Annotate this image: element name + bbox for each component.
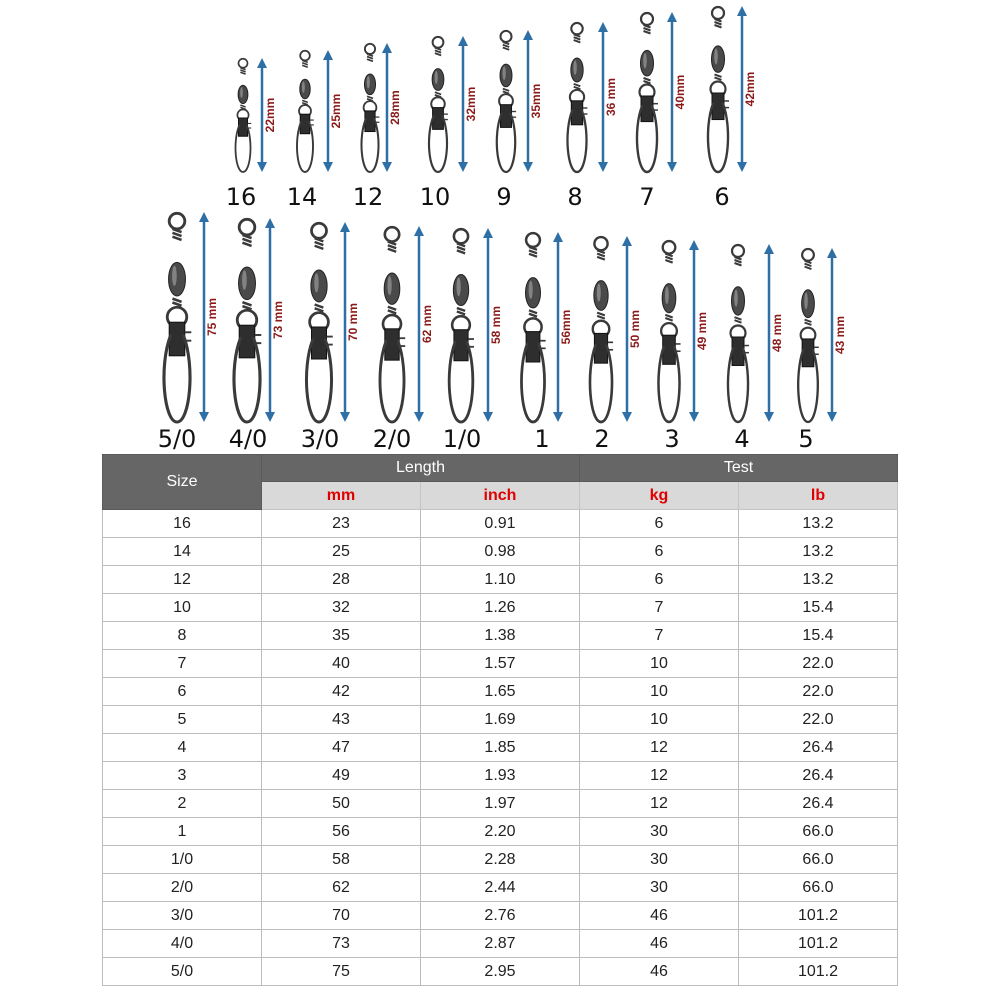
unit-kg-header: kg xyxy=(580,482,739,510)
cell-kg: 6 xyxy=(580,566,739,594)
swivel-size-label: 10 xyxy=(419,183,451,211)
cell-lb: 13.2 xyxy=(739,566,898,594)
cell-lb: 26.4 xyxy=(739,762,898,790)
cell-size: 5/0 xyxy=(103,958,262,986)
cell-mm: 50 xyxy=(262,790,421,818)
cell-inch: 1.38 xyxy=(421,622,580,650)
swivel-size-label: 3/0 xyxy=(300,425,340,453)
swivel-item xyxy=(420,36,478,211)
cell-kg: 46 xyxy=(580,958,739,986)
table-row xyxy=(103,650,898,678)
swivel-size-label: 4 xyxy=(734,425,750,453)
cell-mm: 42 xyxy=(262,678,421,706)
cell-kg: 10 xyxy=(580,678,739,706)
cell-size: 3/0 xyxy=(103,902,262,930)
cell-kg: 10 xyxy=(580,650,739,678)
table-row xyxy=(103,818,898,846)
swivel-item xyxy=(158,212,219,453)
cell-lb: 101.2 xyxy=(739,930,898,958)
cell-mm: 75 xyxy=(262,958,421,986)
length-column-header: Length xyxy=(262,455,580,482)
swivel-length-label: 49 mm xyxy=(695,311,710,351)
cell-size: 4/0 xyxy=(103,930,262,958)
swivel-item xyxy=(353,43,402,211)
swivel-size-label: 5/0 xyxy=(157,425,197,453)
cell-inch: 0.98 xyxy=(421,538,580,566)
swivel-size-label: 14 xyxy=(286,183,318,211)
swivel-size-label: 16 xyxy=(225,183,257,211)
swivel-size-label: 5 xyxy=(798,425,814,453)
swivel-item xyxy=(287,50,343,211)
cell-mm: 47 xyxy=(262,734,421,762)
swivel-length-label: 70 mm xyxy=(346,302,361,342)
cell-size: 4 xyxy=(103,734,262,762)
table-row xyxy=(103,762,898,790)
cell-lb: 101.2 xyxy=(739,902,898,930)
swivel-length-label: 73 mm xyxy=(271,300,286,340)
cell-size: 1 xyxy=(103,818,262,846)
cell-mm: 28 xyxy=(262,566,421,594)
swivel-size-label: 4/0 xyxy=(228,425,268,453)
cell-mm: 58 xyxy=(262,846,421,874)
swivel-item xyxy=(798,248,847,453)
swivel-item xyxy=(301,222,360,453)
swivel-length-label: 32mm xyxy=(464,86,479,122)
cell-mm: 62 xyxy=(262,874,421,902)
cell-kg: 12 xyxy=(580,734,739,762)
swivel-size-label: 9 xyxy=(496,183,512,211)
swivel-item xyxy=(708,6,757,211)
cell-size: 6 xyxy=(103,678,262,706)
cell-lb: 22.0 xyxy=(739,678,898,706)
table-body xyxy=(103,510,898,986)
cell-lb: 26.4 xyxy=(739,790,898,818)
table-row xyxy=(103,902,898,930)
cell-mm: 70 xyxy=(262,902,421,930)
swivel-item xyxy=(567,22,618,211)
test-column-header: Test xyxy=(580,455,898,482)
table-row xyxy=(103,790,898,818)
cell-kg: 12 xyxy=(580,762,739,790)
cell-size: 8 xyxy=(103,622,262,650)
swivel-size-figure xyxy=(0,0,1000,455)
cell-lb: 22.0 xyxy=(739,650,898,678)
cell-kg: 6 xyxy=(580,538,739,566)
swivel-item xyxy=(226,58,277,211)
cell-mm: 32 xyxy=(262,594,421,622)
swivel-item xyxy=(658,240,709,453)
cell-inch: 1.26 xyxy=(421,594,580,622)
cell-lb: 15.4 xyxy=(739,622,898,650)
cell-lb: 22.0 xyxy=(739,706,898,734)
unit-lb-header: lb xyxy=(739,482,898,510)
swivel-size-label: 8 xyxy=(567,183,583,211)
table-row xyxy=(103,678,898,706)
cell-mm: 49 xyxy=(262,762,421,790)
cell-kg: 30 xyxy=(580,874,739,902)
cell-mm: 25 xyxy=(262,538,421,566)
cell-mm: 23 xyxy=(262,510,421,538)
cell-mm: 35 xyxy=(262,622,421,650)
table-row xyxy=(103,734,898,762)
swivel-item xyxy=(637,12,687,211)
cell-kg: 46 xyxy=(580,930,739,958)
cell-inch: 2.20 xyxy=(421,818,580,846)
swivel-item xyxy=(590,236,642,453)
swivel-size-label: 1 xyxy=(534,425,550,453)
swivel-item xyxy=(373,226,434,453)
cell-inch: 1.69 xyxy=(421,706,580,734)
cell-lb: 26.4 xyxy=(739,734,898,762)
cell-inch: 1.85 xyxy=(421,734,580,762)
size-spec-table xyxy=(102,454,898,986)
cell-inch: 1.65 xyxy=(421,678,580,706)
swivel-length-label: 75 mm xyxy=(205,297,220,337)
cell-lb: 66.0 xyxy=(739,874,898,902)
swivel-length-label: 36 mm xyxy=(604,77,619,117)
swivel-illustration xyxy=(0,0,1000,455)
cell-lb: 66.0 xyxy=(739,818,898,846)
unit-inch-header: inch xyxy=(421,482,580,510)
cell-kg: 7 xyxy=(580,622,739,650)
cell-size: 5 xyxy=(103,706,262,734)
cell-kg: 12 xyxy=(580,790,739,818)
swivel-length-label: 28mm xyxy=(388,90,403,125)
table-header xyxy=(103,455,898,510)
unit-mm-header: mm xyxy=(262,482,421,510)
cell-size: 3 xyxy=(103,762,262,790)
swivel-length-label: 50 mm xyxy=(628,309,643,349)
cell-inch: 2.87 xyxy=(421,930,580,958)
cell-size: 1/0 xyxy=(103,846,262,874)
swivel-size-label: 7 xyxy=(639,183,655,211)
swivel-item xyxy=(521,232,573,453)
cell-inch: 1.57 xyxy=(421,650,580,678)
swivel-size-label: 12 xyxy=(352,183,384,211)
table-row xyxy=(103,706,898,734)
cell-size: 2 xyxy=(103,790,262,818)
cell-size: 12 xyxy=(103,566,262,594)
table-row xyxy=(103,846,898,874)
swivel-length-label: 42mm xyxy=(743,71,758,107)
cell-mm: 43 xyxy=(262,706,421,734)
swivel-length-label: 62 mm xyxy=(420,304,435,344)
table-row xyxy=(103,594,898,622)
cell-size: 16 xyxy=(103,510,262,538)
cell-kg: 30 xyxy=(580,846,739,874)
swivel-size-label: 6 xyxy=(714,183,730,211)
cell-lb: 13.2 xyxy=(739,538,898,566)
cell-lb: 101.2 xyxy=(739,958,898,986)
swivel-item xyxy=(229,218,285,453)
cell-size: 7 xyxy=(103,650,262,678)
swivel-length-label: 22mm xyxy=(263,97,278,133)
cell-inch: 2.44 xyxy=(421,874,580,902)
cell-kg: 10 xyxy=(580,706,739,734)
swivel-item xyxy=(496,30,543,211)
swivel-length-label: 35mm xyxy=(529,83,544,119)
cell-lb: 66.0 xyxy=(739,846,898,874)
swivel-size-label: 3 xyxy=(664,425,680,453)
cell-inch: 1.97 xyxy=(421,790,580,818)
swivel-item xyxy=(443,228,503,453)
table-row xyxy=(103,874,898,902)
swivel-length-label: 48 mm xyxy=(770,313,785,353)
cell-inch: 0.91 xyxy=(421,510,580,538)
swivel-length-label: 25mm xyxy=(329,93,344,129)
cell-lb: 13.2 xyxy=(739,510,898,538)
table-row xyxy=(103,538,898,566)
cell-mm: 73 xyxy=(262,930,421,958)
swivel-size-label: 1/0 xyxy=(442,425,482,453)
cell-inch: 2.76 xyxy=(421,902,580,930)
swivel-size-label: 2 xyxy=(594,425,610,453)
table-row xyxy=(103,510,898,538)
cell-mm: 40 xyxy=(262,650,421,678)
size-column-header: Size xyxy=(103,455,262,510)
swivel-length-label: 40mm xyxy=(673,74,688,110)
table-row xyxy=(103,930,898,958)
swivel-item xyxy=(728,244,784,453)
cell-kg: 7 xyxy=(580,594,739,622)
table-row xyxy=(103,622,898,650)
cell-size: 10 xyxy=(103,594,262,622)
cell-kg: 46 xyxy=(580,902,739,930)
cell-inch: 2.95 xyxy=(421,958,580,986)
cell-inch: 1.93 xyxy=(421,762,580,790)
cell-size: 2/0 xyxy=(103,874,262,902)
swivel-size-label: 2/0 xyxy=(372,425,412,453)
cell-inch: 1.10 xyxy=(421,566,580,594)
cell-kg: 30 xyxy=(580,818,739,846)
table-row xyxy=(103,958,898,986)
cell-kg: 6 xyxy=(580,510,739,538)
swivel-length-label: 56mm xyxy=(559,309,574,345)
swivel-length-label: 58 mm xyxy=(489,305,504,345)
cell-lb: 15.4 xyxy=(739,594,898,622)
table-row xyxy=(103,566,898,594)
cell-inch: 2.28 xyxy=(421,846,580,874)
cell-size: 14 xyxy=(103,538,262,566)
cell-mm: 56 xyxy=(262,818,421,846)
swivel-length-label: 43 mm xyxy=(833,315,848,355)
